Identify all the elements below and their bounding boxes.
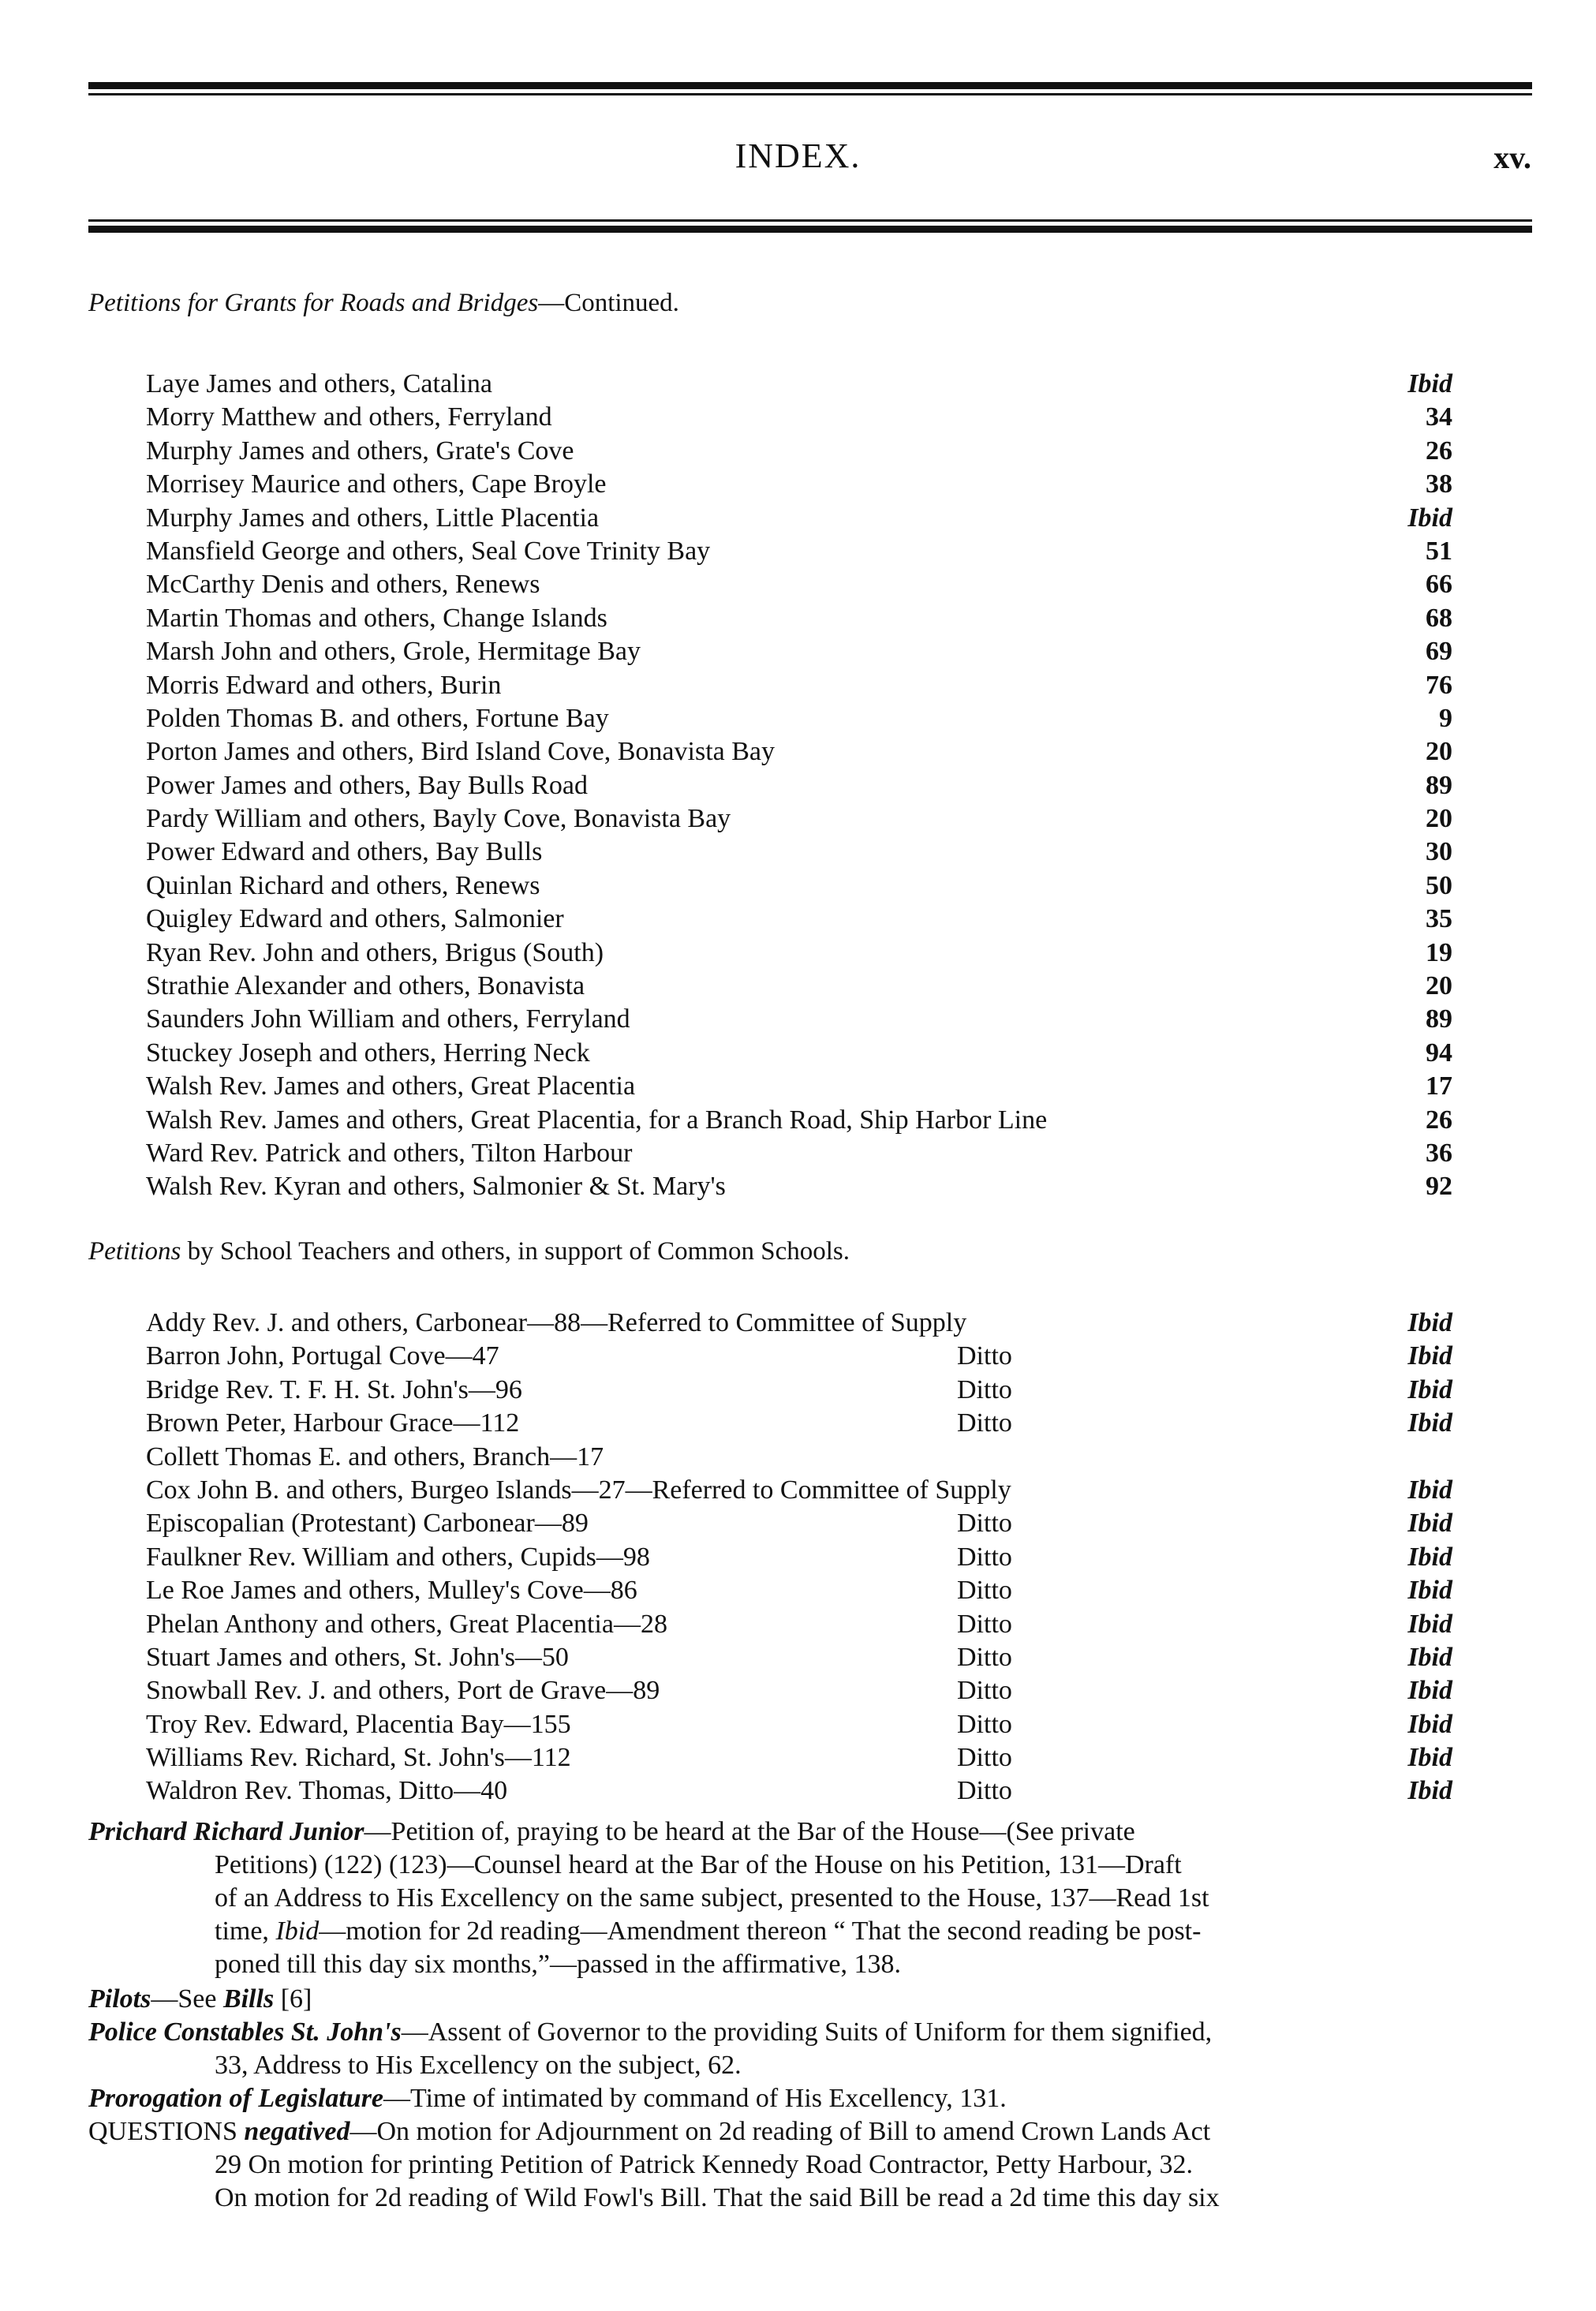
roads-entry-ref: 20 [1426,804,1452,834]
schools-entry-row [146,1541,1452,1574]
roads-entry-ref: 38 [1426,469,1452,499]
roads-entry-name: Murphy James and others, Little Placentia [146,503,600,533]
schools-entry-name: Bridge Rev. T. F. H. St. John's—96 [146,1374,522,1404]
roads-entry-ref: 66 [1426,570,1452,600]
pilots-entry [88,1983,1532,2016]
schools-entry-name: Collett Thomas E. and others, Branch—17 [146,1442,604,1471]
roads-section-title [88,289,679,318]
schools-entry-ref: Ibid [1407,1509,1452,1539]
roads-entry-row [146,903,1452,936]
roads-entry-name: Walsh Rev. James and others, Great Placentia, for a Branch Road, Ship Harbor Line [146,1105,1048,1135]
schools-entry-ditto: Ditto [957,1743,1012,1773]
roads-entry-row [146,970,1452,1003]
schools-entry-row [146,1741,1452,1774]
header-top-rule [88,82,1532,89]
schools-entry-ref: Ibid [1407,1341,1452,1371]
header-bottom-rule [88,226,1532,233]
schools-entry-row [146,1708,1452,1741]
schools-title-italic: Petitions [88,1237,181,1266]
roads-entry-name: Morrisey Maurice and others, Cape Broyle [146,469,607,499]
pilots-text: —See [151,1984,223,2014]
roads-entry-name: Ryan Rev. John and others, Brigus (South) [146,937,604,967]
schools-entry-row [146,1774,1452,1808]
roads-entry-row [146,702,1452,735]
roads-entry-row [146,435,1452,468]
prichard-entry [88,1816,1532,1981]
police-lead: Police Constables St. John's [88,2017,402,2047]
prichard-line-4b: —motion for 2d reading—Amendment thereon “ That the second reading be post- [319,1916,1202,1946]
roads-entry-row [146,368,1452,401]
roads-entry-ref: 20 [1426,737,1452,767]
roads-entry-ref: 26 [1426,1105,1452,1135]
roads-entry-name: Quigley Edward and others, Salmonier [146,904,564,934]
questions-line-3: On motion for 2d reading of Wild Fowl's Bill. That the said Bill be read a 2d time this day six [215,2183,1220,2212]
roads-entry-ref: 89 [1426,1004,1452,1034]
roads-entry-row [146,535,1452,568]
roads-entry-ref: 9 [1439,703,1452,733]
prichard-line-5: poned till this day six months,”—passed in the affirmative, 138. [215,1950,902,1979]
roads-entry-name: Martin Thomas and others, Change Islands [146,603,607,633]
roads-entry-name: Walsh Rev. James and others, Great Placentia [146,1071,636,1101]
schools-entry-row [146,1340,1452,1373]
schools-entry-ditto: Ditto [957,1542,1012,1572]
schools-entry-ref: Ibid [1407,1542,1452,1572]
schools-entry-ditto: Ditto [957,1709,1012,1739]
schools-entry-ref: Ibid [1407,1576,1452,1606]
pilots-lead: Pilots [88,1984,151,2014]
roads-entry-row [146,1137,1452,1170]
roads-entry-row [146,735,1452,768]
schools-entry-name: Phelan Anthony and others, Great Placentia—28 [146,1609,667,1639]
roads-entry-name: Power James and others, Bay Bulls Road [146,770,588,800]
roads-entry-name: Walsh Rev. Kyran and others, Salmonier & St. Mary's [146,1172,726,1202]
prorogation-text: —Time of intimated by command of His Excellency, 131. [383,2084,1007,2113]
roads-entry-name: Polden Thomas B. and others, Fortune Bay [146,703,609,733]
roads-entry-row [146,1037,1452,1070]
roads-entry-ref: Ibid [1407,503,1452,533]
prichard-lead: Prichard Richard Junior [88,1817,364,1846]
roads-entry-row [146,568,1452,601]
roads-entry-ref: 68 [1426,603,1452,633]
questions-line-1: —On motion for Adjournment on 2d reading of Bill to amend Crown Lands Act [349,2117,1211,2146]
schools-entry-name: Stuart James and others, St. John's—50 [146,1642,569,1672]
roads-entry-row [146,802,1452,836]
schools-entry-row [146,1608,1452,1641]
roads-entry-name: Morris Edward and others, Burin [146,670,502,700]
prichard-line-2: Petitions) (122) (123)—Counsel heard at the Bar of the House on his Petition, 131—Draft [215,1850,1182,1879]
page-number: xv. [1493,140,1531,175]
schools-entry-row [146,1374,1452,1407]
roads-title-rest: —Continued. [538,289,679,317]
roads-entry-ref: 20 [1426,971,1452,1001]
schools-entry-ditto: Ditto [957,1341,1012,1371]
roads-entry-name: Stuckey Joseph and others, Herring Neck [146,1038,590,1068]
schools-entry-name: Snowball Rev. J. and others, Port de Grave—89 [146,1676,660,1706]
police-line-1: —Assent of Governor to the providing Suits of Uniform for them signified, [401,2017,1213,2047]
roads-entry-name: Morry Matthew and others, Ferryland [146,402,552,432]
roads-entry-row [146,602,1452,635]
roads-entry-ref: 50 [1426,870,1452,900]
roads-entry-ref: 35 [1426,904,1452,934]
roads-entry-ref: 34 [1426,402,1452,432]
roads-entry-row [146,1070,1452,1103]
prichard-line-4-ibid: Ibid [275,1916,320,1946]
questions-line-2: 29 On motion for printing Petition of Patrick Kennedy Road Contractor, Petty Harbour, 32. [215,2150,1193,2179]
prorogation-lead: Prorogation of Legislature [88,2084,384,2113]
roads-entry-ref: 89 [1426,770,1452,800]
schools-entry-ref: Ibid [1407,1475,1452,1505]
schools-entry-ref: Ibid [1407,1374,1452,1404]
schools-entry-ref: Ibid [1407,1676,1452,1706]
schools-entry-row [146,1474,1452,1507]
questions-lead-italic: negatived [237,2117,350,2146]
schools-entry-list [146,1307,1452,1808]
schools-entry-name: Addy Rev. J. and others, Carbonear—88—Referred to Committee of Supply [146,1308,967,1337]
roads-entry-name: Saunders John William and others, Ferryland [146,1004,630,1034]
schools-entry-ref: Ibid [1407,1776,1452,1806]
roads-entry-list [146,368,1452,1204]
header-top-thin-rule [88,93,1532,95]
roads-entry-row [146,1003,1452,1036]
questions-lead: QUESTIONS [88,2117,237,2146]
roads-entry-row [146,1170,1452,1203]
roads-entry-ref: 69 [1426,637,1452,667]
roads-entry-name: Ward Rev. Patrick and others, Tilton Harbour [146,1138,633,1168]
prichard-line-4a: time, [215,1916,276,1946]
schools-entry-ref: Ibid [1407,1743,1452,1773]
schools-entry-name: Troy Rev. Edward, Placentia Bay—155 [146,1709,571,1739]
schools-entry-ditto: Ditto [957,1374,1012,1404]
pilots-ref: [6] [274,1984,312,2014]
schools-entry-ditto: Ditto [957,1642,1012,1672]
roads-entry-row [146,836,1452,869]
roads-entry-ref: 92 [1426,1172,1452,1202]
schools-entry-ref: Ibid [1407,1609,1452,1639]
roads-entry-name: Porton James and others, Bird Island Cove, Bonavista Bay [146,737,776,767]
header-bottom-thin-rule [88,219,1532,222]
prorogation-entry [88,2082,1532,2115]
roads-entry-ref: 30 [1426,837,1452,867]
roads-entry-row [146,1104,1452,1137]
schools-entry-row [146,1674,1452,1707]
pilots-bills: Bills [222,1984,275,2014]
page-title: INDEX. [734,136,862,175]
schools-section-title [88,1237,850,1266]
schools-entry-ditto: Ditto [957,1776,1012,1806]
roads-title-italic: Petitions for Grants for Roads and Bridges [88,289,539,317]
schools-entry-name: Faulkner Rev. William and others, Cupids—98 [146,1542,650,1572]
roads-entry-name: Strathie Alexander and others, Bonavista [146,971,585,1001]
schools-entry-ref: Ibid [1407,1308,1452,1337]
roads-entry-ref: 17 [1426,1071,1452,1101]
schools-entry-ref: Ibid [1407,1709,1452,1739]
schools-entry-ditto: Ditto [957,1609,1012,1639]
roads-entry-ref: 26 [1426,436,1452,466]
roads-entry-name: Marsh John and others, Grole, Hermitage Bay [146,637,641,667]
roads-entry-name: Murphy James and others, Grate's Cove [146,436,574,466]
roads-entry-row [146,502,1452,535]
schools-entry-ditto: Ditto [957,1408,1012,1438]
schools-title-rest: by School Teachers and others, in support of Common Schools. [181,1237,850,1266]
roads-entry-row [146,669,1452,702]
roads-entry-row [146,401,1452,434]
schools-entry-row [146,1441,1452,1474]
schools-entry-ref: Ibid [1407,1408,1452,1438]
schools-entry-row [146,1574,1452,1607]
schools-entry-ditto: Ditto [957,1509,1012,1539]
roads-entry-name: Laye James and others, Catalina [146,369,493,398]
schools-entry-row [146,1307,1452,1340]
schools-entry-ditto: Ditto [957,1576,1012,1606]
roads-entry-ref: 94 [1426,1038,1452,1068]
roads-entry-name: McCarthy Denis and others, Renews [146,570,540,600]
schools-entry-row [146,1507,1452,1540]
schools-entry-name: Cox John B. and others, Burgeo Islands—27—Referred to Committee of Supply [146,1475,1011,1505]
schools-entry-name: Brown Peter, Harbour Grace—112 [146,1408,520,1438]
roads-entry-ref: Ibid [1407,369,1452,398]
schools-entry-ref: Ibid [1407,1642,1452,1672]
roads-entry-row [146,635,1452,668]
roads-entry-row [146,769,1452,802]
roads-entry-ref: 19 [1426,937,1452,967]
roads-entry-ref: 36 [1426,1138,1452,1168]
schools-entry-name: Williams Rev. Richard, St. John's—112 [146,1743,571,1773]
roads-entry-name: Quinlan Richard and others, Renews [146,870,540,900]
roads-entry-row [146,937,1452,970]
schools-entry-row [146,1407,1452,1440]
roads-entry-ref: 51 [1426,536,1452,566]
schools-entry-name: Episcopalian (Protestant) Carbonear—89 [146,1509,589,1539]
schools-entry-row [146,1641,1452,1674]
roads-entry-row [146,468,1452,501]
roads-entry-name: Mansfield George and others, Seal Cove Trinity Bay [146,536,711,566]
roads-entry-name: Pardy William and others, Bayly Cove, Bonavista Bay [146,804,731,834]
roads-entry-name: Power Edward and others, Bay Bulls [146,837,543,867]
police-entry [88,2016,1532,2082]
prichard-line-3: of an Address to His Excellency on the same subject, presented to the House, 137—Read 1st [215,1883,1209,1913]
prichard-line-1: —Petition of, praying to be heard at the Bar of the House—(See private [364,1817,1135,1846]
schools-entry-name: Waldron Rev. Thomas, Ditto—40 [146,1776,508,1806]
schools-entry-name: Le Roe James and others, Mulley's Cove—86 [146,1576,637,1606]
schools-entry-ditto: Ditto [957,1676,1012,1706]
schools-entry-name: Barron John, Portugal Cove—47 [146,1341,499,1371]
roads-entry-row [146,869,1452,903]
police-line-2: 33, Address to His Excellency on the subject, 62. [215,2051,742,2080]
questions-entry [88,2115,1532,2215]
roads-entry-ref: 76 [1426,670,1452,700]
